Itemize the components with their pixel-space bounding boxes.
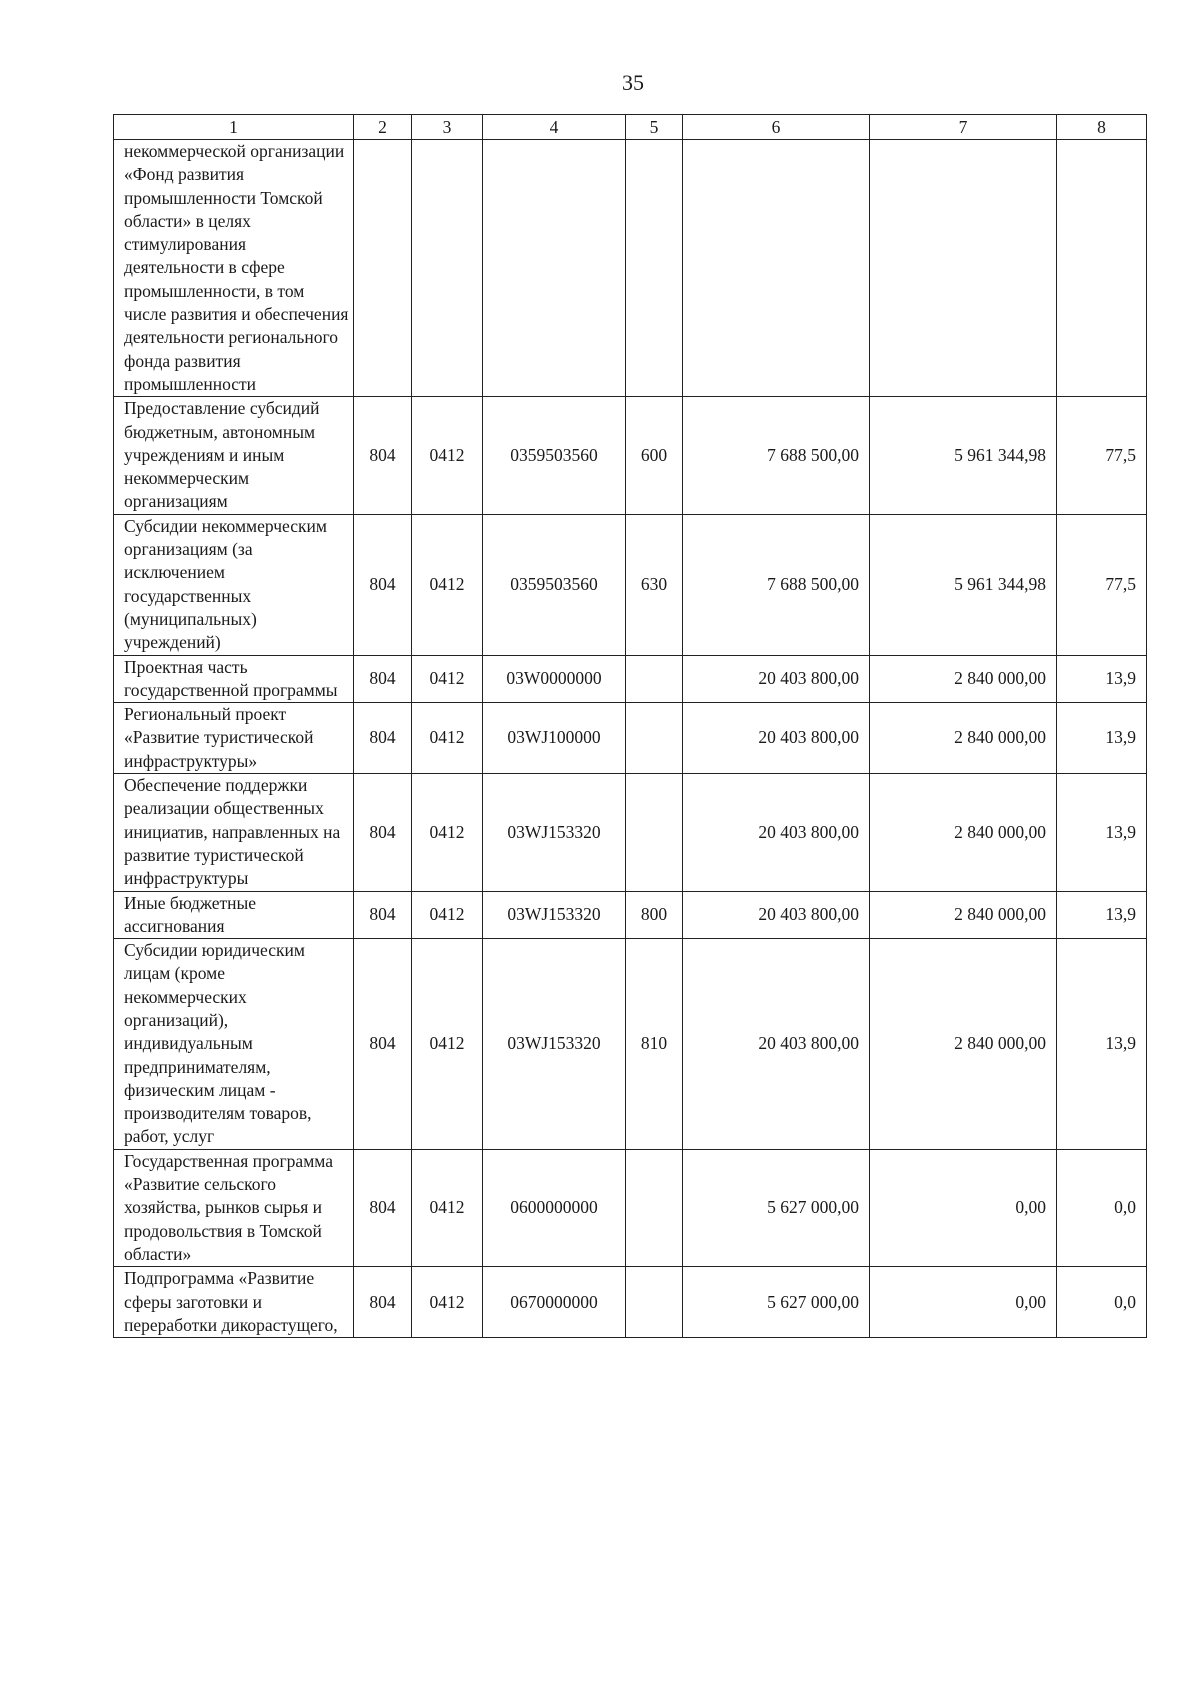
- row-percent: 13,9: [1057, 939, 1147, 1150]
- row-percent: 77,5: [1057, 514, 1147, 655]
- row-target-code: 03W0000000: [483, 655, 626, 703]
- row-percent: [1057, 140, 1147, 397]
- row-actual-amount: 2 840 000,00: [870, 774, 1057, 891]
- row-expense-type: 800: [626, 891, 683, 939]
- row-expense-type: [626, 703, 683, 774]
- table-row: [114, 703, 1147, 774]
- row-target-code: 0359503560: [483, 397, 626, 514]
- row-target-code: 0359503560: [483, 514, 626, 655]
- row-ministry-code: 804: [354, 655, 412, 703]
- row-percent: 13,9: [1057, 703, 1147, 774]
- row-ministry-code: 804: [354, 1149, 412, 1266]
- row-actual-amount: 2 840 000,00: [870, 703, 1057, 774]
- row-plan-amount: 5 627 000,00: [683, 1267, 870, 1338]
- table-row: [114, 655, 1147, 703]
- header-row: [114, 115, 1147, 140]
- table-row: [114, 397, 1147, 514]
- row-plan-amount: 7 688 500,00: [683, 397, 870, 514]
- row-name: Проектная часть государственной программы: [114, 655, 354, 703]
- row-target-code: 03WJ153320: [483, 939, 626, 1150]
- row-target-code: 03WJ153320: [483, 774, 626, 891]
- row-expense-type: 600: [626, 397, 683, 514]
- row-name: Государственная программа «Развитие сельского хозяйства, рынков сырья и продовольствия в Томской области»: [114, 1149, 354, 1266]
- row-expense-type: [626, 1149, 683, 1266]
- row-plan-amount: 5 627 000,00: [683, 1149, 870, 1266]
- page-number: 35: [622, 70, 644, 95]
- table-row: [114, 1267, 1147, 1338]
- row-percent: 0,0: [1057, 1149, 1147, 1266]
- table-row: [114, 514, 1147, 655]
- header-col-4: 4: [483, 115, 626, 140]
- table-row: [114, 1149, 1147, 1266]
- row-percent: 13,9: [1057, 655, 1147, 703]
- row-actual-amount: 2 840 000,00: [870, 655, 1057, 703]
- row-ministry-code: 804: [354, 774, 412, 891]
- row-expense-type: [626, 655, 683, 703]
- row-actual-amount: 0,00: [870, 1267, 1057, 1338]
- row-plan-amount: [683, 140, 870, 397]
- table-row: [114, 774, 1147, 891]
- row-ministry-code: 804: [354, 514, 412, 655]
- row-actual-amount: 0,00: [870, 1149, 1057, 1266]
- row-section-code: 0412: [412, 891, 483, 939]
- row-actual-amount: [870, 140, 1057, 397]
- budget-table: [113, 114, 1147, 1338]
- row-plan-amount: 20 403 800,00: [683, 891, 870, 939]
- row-actual-amount: 2 840 000,00: [870, 939, 1057, 1150]
- row-name: Субсидии некоммерческим организациям (за исключением государственных (муниципальных) учреждений): [114, 514, 354, 655]
- row-ministry-code: 804: [354, 891, 412, 939]
- row-section-code: 0412: [412, 655, 483, 703]
- row-name: Обеспечение поддержки реализации общественных инициатив, направленных на развитие туристической инфраструктуры: [114, 774, 354, 891]
- row-actual-amount: 2 840 000,00: [870, 891, 1057, 939]
- row-actual-amount: 5 961 344,98: [870, 514, 1057, 655]
- row-ministry-code: [354, 140, 412, 397]
- row-ministry-code: 804: [354, 1267, 412, 1338]
- row-expense-type: 630: [626, 514, 683, 655]
- row-target-code: 03WJ153320: [483, 891, 626, 939]
- row-name: некоммерческой организации «Фонд развития промышленности Томской области» в целях стимулирования деятельности в сфере промышленности, в том числе развития и обеспечения деятельности регионального фонда развития промышленности: [114, 140, 354, 397]
- table-row: [114, 140, 1147, 397]
- row-section-code: 0412: [412, 397, 483, 514]
- row-ministry-code: 804: [354, 397, 412, 514]
- row-actual-amount: 5 961 344,98: [870, 397, 1057, 514]
- row-target-code: 0670000000: [483, 1267, 626, 1338]
- header-col-5: 5: [626, 115, 683, 140]
- row-section-code: 0412: [412, 514, 483, 655]
- row-section-code: 0412: [412, 774, 483, 891]
- row-plan-amount: 20 403 800,00: [683, 655, 870, 703]
- header-col-8: 8: [1057, 115, 1147, 140]
- row-name: Иные бюджетные ассигнования: [114, 891, 354, 939]
- row-target-code: 0600000000: [483, 1149, 626, 1266]
- row-expense-type: [626, 1267, 683, 1338]
- row-plan-amount: 20 403 800,00: [683, 774, 870, 891]
- row-expense-type: 810: [626, 939, 683, 1150]
- row-expense-type: [626, 774, 683, 891]
- header-col-7: 7: [870, 115, 1057, 140]
- row-expense-type: [626, 140, 683, 397]
- row-plan-amount: 7 688 500,00: [683, 514, 870, 655]
- row-percent: 13,9: [1057, 891, 1147, 939]
- header-col-2: 2: [354, 115, 412, 140]
- row-plan-amount: 20 403 800,00: [683, 939, 870, 1150]
- table-row: [114, 939, 1147, 1150]
- row-target-code: [483, 140, 626, 397]
- header-col-6: 6: [683, 115, 870, 140]
- row-section-code: 0412: [412, 939, 483, 1150]
- row-plan-amount: 20 403 800,00: [683, 703, 870, 774]
- row-percent: 0,0: [1057, 1267, 1147, 1338]
- row-name: Региональный проект «Развитие туристической инфраструктуры»: [114, 703, 354, 774]
- table-row: [114, 891, 1147, 939]
- row-name: Субсидии юридическим лицам (кроме некоммерческих организаций), индивидуальным предпринимателям, физическим лицам - производителям товаров, работ, услуг: [114, 939, 354, 1150]
- row-name: Подпрограмма «Развитие сферы заготовки и переработки дикорастущего,: [114, 1267, 354, 1338]
- row-percent: 13,9: [1057, 774, 1147, 891]
- row-section-code: 0412: [412, 703, 483, 774]
- row-ministry-code: 804: [354, 939, 412, 1150]
- row-name: Предоставление субсидий бюджетным, автономным учреждениям и иным некоммерческим организациям: [114, 397, 354, 514]
- header-col-3: 3: [412, 115, 483, 140]
- row-ministry-code: 804: [354, 703, 412, 774]
- row-section-code: 0412: [412, 1267, 483, 1338]
- row-percent: 77,5: [1057, 397, 1147, 514]
- row-section-code: [412, 140, 483, 397]
- row-target-code: 03WJ100000: [483, 703, 626, 774]
- row-section-code: 0412: [412, 1149, 483, 1266]
- header-col-1: 1: [114, 115, 354, 140]
